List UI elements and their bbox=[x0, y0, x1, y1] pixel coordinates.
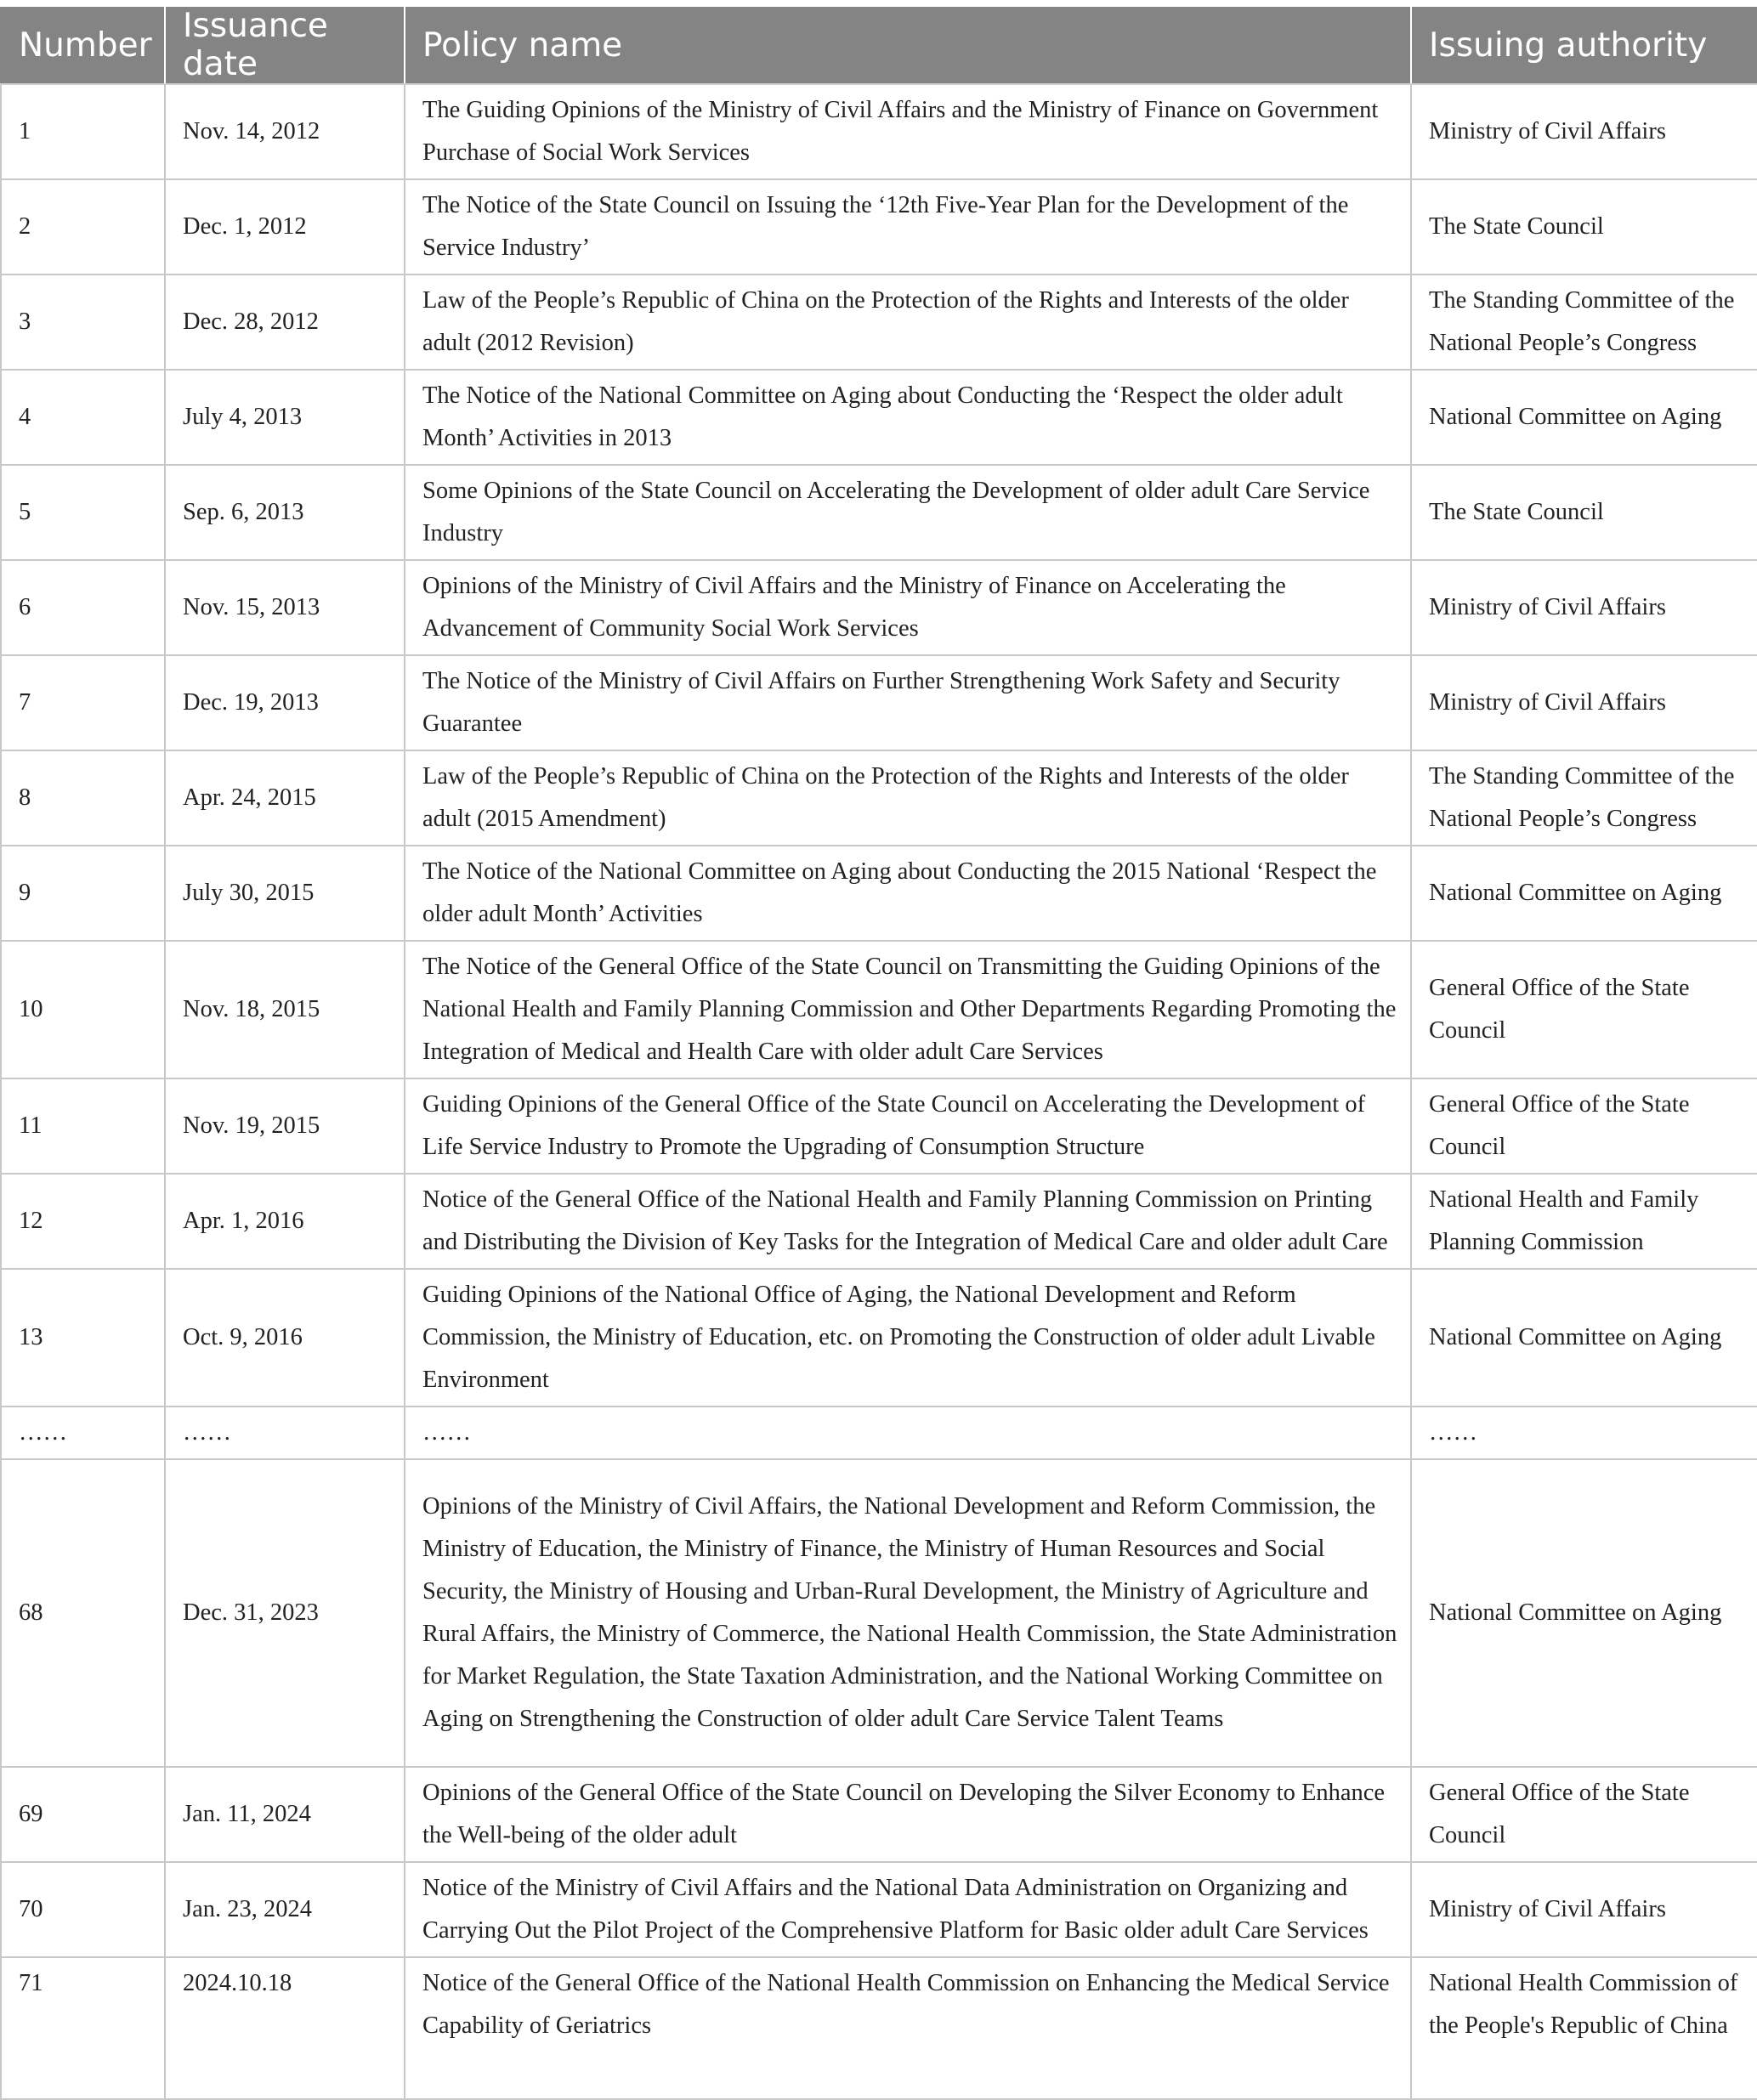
cell-issuing-authority: General Office of the State Council bbox=[1411, 1767, 1757, 1862]
cell-issuance-date: Oct. 9, 2016 bbox=[165, 1269, 405, 1407]
cell-number: 4 bbox=[1, 370, 165, 465]
table-row bbox=[1, 941, 1757, 1078]
table-row-ellipsis bbox=[1, 1407, 1757, 1459]
table-row bbox=[1, 465, 1757, 560]
table-row bbox=[1, 846, 1757, 941]
table-row bbox=[1, 1767, 1757, 1862]
cell-issuing-authority: Ministry of Civil Affairs bbox=[1411, 655, 1757, 750]
cell-issuance-date: Dec. 31, 2023 bbox=[165, 1459, 405, 1767]
table-row bbox=[1, 275, 1757, 370]
cell-policy-name: Opinions of the General Office of the State Council on Developing the Silver Economy to Enhance the Well-being of the older adult bbox=[405, 1767, 1411, 1862]
cell-policy-name: Opinions of the Ministry of Civil Affairs and the Ministry of Finance on Accelerating the Advancement of Community Social Work Services bbox=[405, 560, 1411, 655]
cell-number: 8 bbox=[1, 750, 165, 846]
cell-number: 68 bbox=[1, 1459, 165, 1767]
cell-policy-name: Guiding Opinions of the General Office of the State Council on Accelerating the Development of Life Service Industry to Promote the Upgrading of Consumption Structure bbox=[405, 1078, 1411, 1174]
cell-issuing-authority: Ministry of Civil Affairs bbox=[1411, 1862, 1757, 1957]
table-row bbox=[1, 84, 1757, 179]
table-row bbox=[1, 1269, 1757, 1407]
cell-number: 3 bbox=[1, 275, 165, 370]
cell-issuance-date: Jan. 23, 2024 bbox=[165, 1862, 405, 1957]
table-row bbox=[1, 1078, 1757, 1174]
table-row bbox=[1, 655, 1757, 750]
cell-policy-name: The Notice of the State Council on Issuing the ‘12th Five-Year Plan for the Development of the Service Industry’ bbox=[405, 179, 1411, 275]
cell-number: 70 bbox=[1, 1862, 165, 1957]
cell-issuing-authority: Ministry of Civil Affairs bbox=[1411, 560, 1757, 655]
cell-issuing-authority: The State Council bbox=[1411, 179, 1757, 275]
cell-issuance-date: Apr. 24, 2015 bbox=[165, 750, 405, 846]
cell-issuance-date: July 4, 2013 bbox=[165, 370, 405, 465]
cell-policy-name: Notice of the Ministry of Civil Affairs and the National Data Administration on Organizing and Carrying Out the Pilot Project of the Comprehensive Platform for Basic older adult Care Services bbox=[405, 1862, 1411, 1957]
cell-issuance-date: 2024.10.18 bbox=[165, 1957, 405, 2099]
table-row bbox=[1, 1862, 1757, 1957]
cell-policy-name: The Notice of the National Committee on Aging about Conducting the 2015 National ‘Respect the older adult Month’ Activities bbox=[405, 846, 1411, 941]
table-row bbox=[1, 750, 1757, 846]
cell-number: 2 bbox=[1, 179, 165, 275]
cell-number: 69 bbox=[1, 1767, 165, 1862]
cell-policy-name: Law of the People’s Republic of China on the Protection of the Rights and Interests of the older adult (2015 Amendment) bbox=[405, 750, 1411, 846]
cell-number: 13 bbox=[1, 1269, 165, 1407]
table-header-row bbox=[1, 7, 1757, 84]
cell-number: …… bbox=[1, 1407, 165, 1459]
cell-number: 5 bbox=[1, 465, 165, 560]
cell-issuance-date: Nov. 18, 2015 bbox=[165, 941, 405, 1078]
cell-issuing-authority: National Committee on Aging bbox=[1411, 1459, 1757, 1767]
cell-issuance-date: Nov. 14, 2012 bbox=[165, 84, 405, 179]
cell-policy-name: Guiding Opinions of the National Office of Aging, the National Development and Reform Commission, the Ministry of Education, etc. on Promoting the Construction of older adult Livable Environment bbox=[405, 1269, 1411, 1407]
table-row bbox=[1, 179, 1757, 275]
cell-issuing-authority: General Office of the State Council bbox=[1411, 1078, 1757, 1174]
cell-number: 7 bbox=[1, 655, 165, 750]
cell-issuing-authority: Ministry of Civil Affairs bbox=[1411, 84, 1757, 179]
cell-issuance-date: Dec. 1, 2012 bbox=[165, 179, 405, 275]
cell-policy-name: The Guiding Opinions of the Ministry of Civil Affairs and the Ministry of Finance on Government Purchase of Social Work Services bbox=[405, 84, 1411, 179]
header-issuing-authority: Issuing authority bbox=[1411, 7, 1757, 84]
cell-policy-name: The Notice of the General Office of the State Council on Transmitting the Guiding Opinions of the National Health and Family Planning Commission and Other Departments Regarding Promoting the Integration of Medical and Health Care with older adult Care Services bbox=[405, 941, 1411, 1078]
cell-issuing-authority: The Standing Committee of the National People’s Congress bbox=[1411, 275, 1757, 370]
cell-issuing-authority: General Office of the State Council bbox=[1411, 941, 1757, 1078]
table-row bbox=[1, 1174, 1757, 1269]
cell-issuing-authority: National Committee on Aging bbox=[1411, 1269, 1757, 1407]
cell-issuance-date: Nov. 19, 2015 bbox=[165, 1078, 405, 1174]
cell-issuance-date: Jan. 11, 2024 bbox=[165, 1767, 405, 1862]
policy-table bbox=[0, 7, 1757, 2100]
cell-issuing-authority: The State Council bbox=[1411, 465, 1757, 560]
cell-policy-name: The Notice of the National Committee on Aging about Conducting the ‘Respect the older adult Month’ Activities in 2013 bbox=[405, 370, 1411, 465]
table-row bbox=[1, 1957, 1757, 2099]
cell-issuing-authority: National Health Commission of the People's Republic of China bbox=[1411, 1957, 1757, 2099]
cell-issuance-date: Dec. 28, 2012 bbox=[165, 275, 405, 370]
table-row bbox=[1, 370, 1757, 465]
cell-policy-name: Notice of the General Office of the National Health and Family Planning Commission on Printing and Distributing the Division of Key Tasks for the Integration of Medical Care and older adult Care bbox=[405, 1174, 1411, 1269]
header-number: Number bbox=[1, 7, 165, 84]
cell-number: 9 bbox=[1, 846, 165, 941]
cell-issuing-authority: National Health and Family Planning Commission bbox=[1411, 1174, 1757, 1269]
cell-issuing-authority: National Committee on Aging bbox=[1411, 846, 1757, 941]
cell-number: 71 bbox=[1, 1957, 165, 2099]
cell-policy-name: Law of the People’s Republic of China on the Protection of the Rights and Interests of the older adult (2012 Revision) bbox=[405, 275, 1411, 370]
cell-policy-name: Notice of the General Office of the National Health Commission on Enhancing the Medical Service Capability of Geriatrics bbox=[405, 1957, 1411, 2099]
cell-issuance-date: Nov. 15, 2013 bbox=[165, 560, 405, 655]
cell-policy-name: …… bbox=[405, 1407, 1411, 1459]
cell-issuance-date: Dec. 19, 2013 bbox=[165, 655, 405, 750]
table-row bbox=[1, 560, 1757, 655]
cell-number: 11 bbox=[1, 1078, 165, 1174]
cell-policy-name: Opinions of the Ministry of Civil Affairs, the National Development and Reform Commission, the Ministry of Education, the Ministry of Finance, the Ministry of Human Resources and Social Security, the Ministry of Housing and Urban-Rural Development, the Ministry of Agriculture and Rural Affairs, the Ministry of Commerce, the National Health Commission, the State Administration for Market Regulation, the State Taxation Administration, and the National Working Committee on Aging on Strengthening the Construction of older adult Care Service Talent Teams bbox=[405, 1459, 1411, 1767]
cell-issuance-date: July 30, 2015 bbox=[165, 846, 405, 941]
cell-number: 1 bbox=[1, 84, 165, 179]
cell-issuing-authority: The Standing Committee of the National People’s Congress bbox=[1411, 750, 1757, 846]
cell-number: 10 bbox=[1, 941, 165, 1078]
cell-issuing-authority: …… bbox=[1411, 1407, 1757, 1459]
cell-issuance-date: Apr. 1, 2016 bbox=[165, 1174, 405, 1269]
cell-policy-name: The Notice of the Ministry of Civil Affairs on Further Strengthening Work Safety and Security Guarantee bbox=[405, 655, 1411, 750]
cell-issuance-date: Sep. 6, 2013 bbox=[165, 465, 405, 560]
header-issuance-date: Issuance date bbox=[165, 7, 405, 84]
cell-issuance-date: …… bbox=[165, 1407, 405, 1459]
cell-number: 12 bbox=[1, 1174, 165, 1269]
cell-issuing-authority: National Committee on Aging bbox=[1411, 370, 1757, 465]
header-policy-name: Policy name bbox=[405, 7, 1411, 84]
cell-policy-name: Some Opinions of the State Council on Accelerating the Development of older adult Care Service Industry bbox=[405, 465, 1411, 560]
table-row bbox=[1, 1459, 1757, 1767]
cell-number: 6 bbox=[1, 560, 165, 655]
